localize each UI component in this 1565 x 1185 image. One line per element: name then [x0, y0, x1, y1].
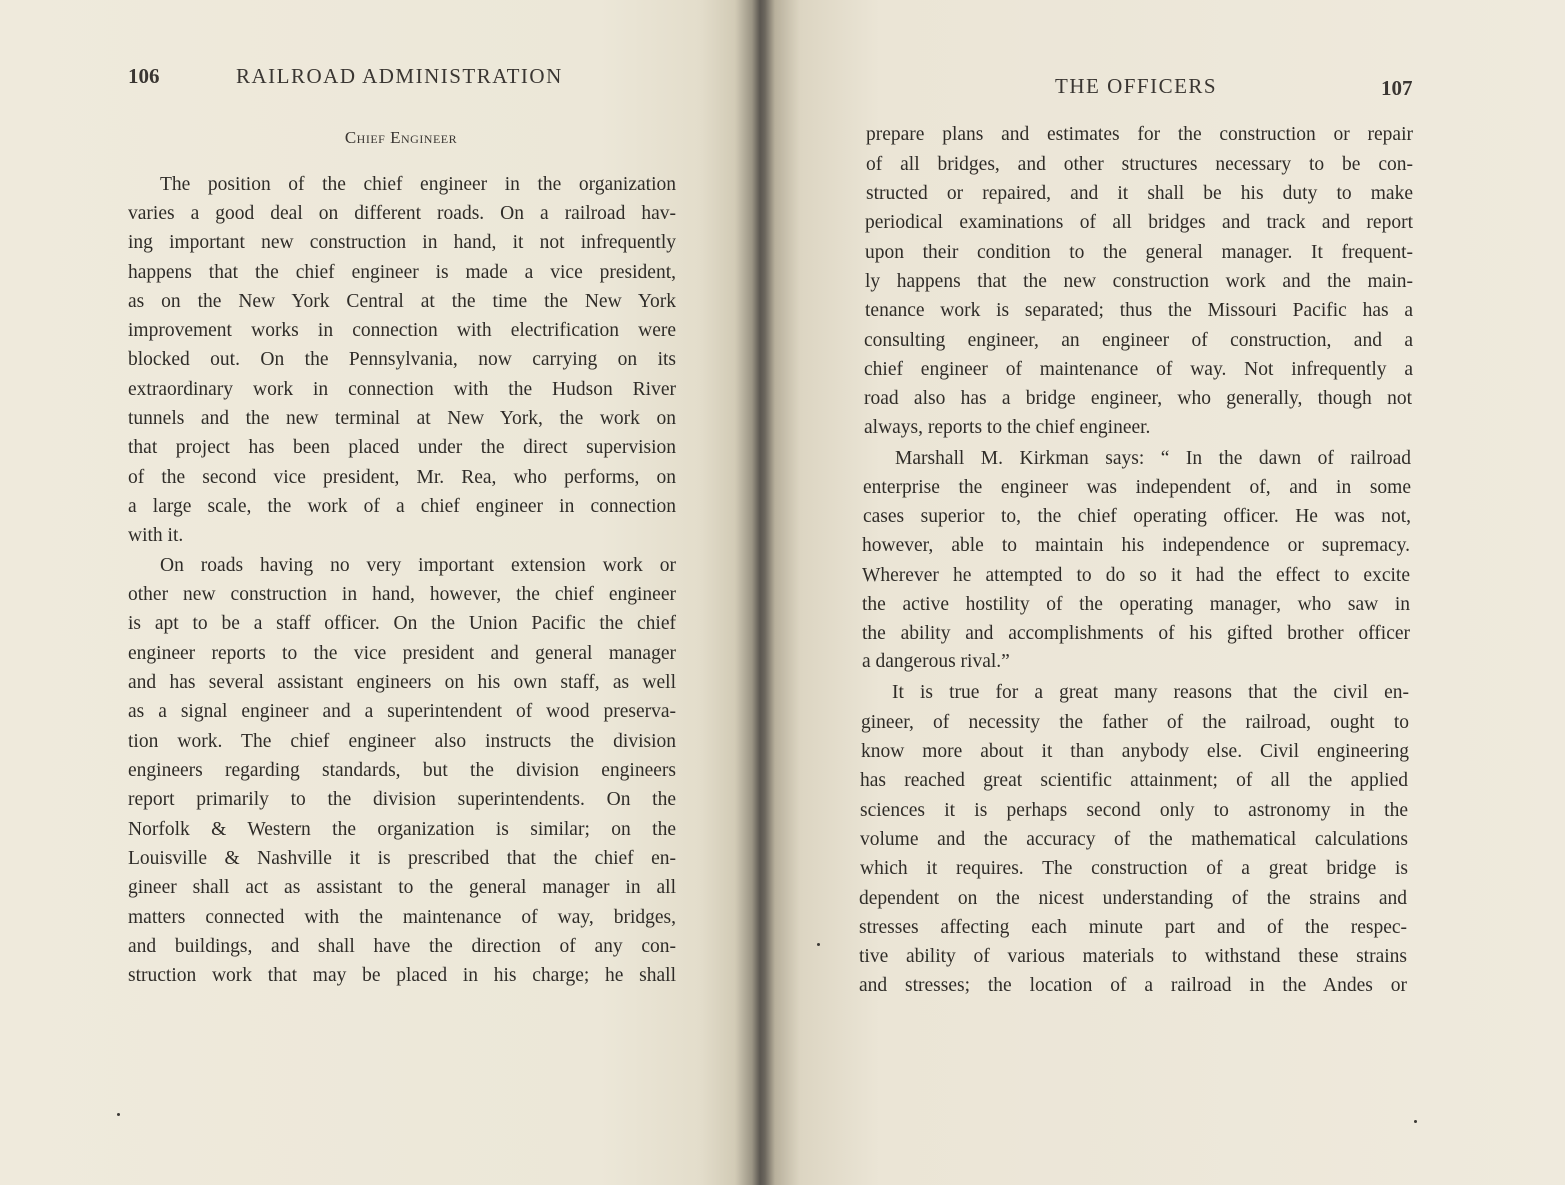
text-line: is apt to be a staff officer. On the Union Pacific the chief	[128, 613, 676, 634]
text-line: enterprise the engineer was independent of, and in some	[863, 477, 1411, 498]
text-line: consulting engineer, an engineer of construction, and a	[864, 330, 1413, 351]
text-line: the active hostility of the operating manager, who saw in	[862, 594, 1410, 615]
text-line: structed or repaired, and it shall be his duty to make	[866, 183, 1413, 204]
section-title: Chief Engineer	[344, 128, 458, 147]
text-line: of all bridges, and other structures necessary to be con-	[866, 154, 1413, 175]
text-line: ing important new construction in hand, it not infrequently	[128, 232, 676, 253]
text-line: and buildings, and shall have the direction of any con-	[128, 936, 676, 957]
text-line: a large scale, the work of a chief engineer in connection	[128, 496, 676, 517]
text-line: that project has been placed under the direct supervision	[128, 437, 676, 458]
paper-speck	[817, 943, 820, 946]
text-line: always, reports to the chief engineer.	[864, 417, 1151, 438]
text-line: which it requires. The construction of a great bridge is	[860, 858, 1408, 879]
text-line: periodical examinations of all bridges and track and report	[865, 212, 1413, 233]
text-line: report primarily to the division superintendents. On the	[128, 789, 676, 810]
text-line: as on the New York Central at the time the New York	[128, 291, 676, 312]
running-head: RAILROAD ADMINISTRATION	[236, 64, 563, 88]
text-line: with it.	[128, 525, 184, 546]
running-head: THE OFFICERS	[1055, 74, 1218, 98]
text-line: other new construction in hand, however, the chief engineer	[128, 584, 676, 605]
text-line: improvement works in connection with electrification were	[128, 320, 676, 341]
left-page	[0, 0, 755, 1185]
text-line: Wherever he attempted to do so it had the effect to excite	[862, 565, 1410, 586]
text-line: matters connected with the maintenance of way, bridges,	[128, 907, 676, 928]
page-number: 106	[128, 64, 160, 88]
text-line: chief engineer of maintenance of way. Not infrequently a	[864, 359, 1413, 380]
text-line: blocked out. On the Pennsylvania, now carrying on its	[128, 349, 676, 370]
text-line: gineer, of necessity the father of the railroad, ought to	[861, 712, 1409, 733]
text-line: Norfolk & Western the organization is similar; on the	[128, 819, 676, 840]
text-line: prepare plans and estimates for the construction or repair	[866, 124, 1413, 145]
text-line: as a signal engineer and a superintendent of wood preserva-	[128, 701, 676, 722]
text-line: sciences it is perhaps second only to astronomy in the	[860, 800, 1408, 821]
paper-speck	[117, 1113, 120, 1116]
text-line: On roads having no very important extension work or	[160, 555, 676, 576]
text-line: It is true for a great many reasons that the civil en-	[892, 682, 1409, 703]
text-line: tion work. The chief engineer also instructs the division	[128, 731, 676, 752]
paper-speck	[1414, 1120, 1417, 1123]
text-line: varies a good deal on different roads. On a railroad hav-	[128, 203, 676, 224]
right-page	[765, 0, 1565, 1185]
text-line: tenance work is separated; thus the Missouri Pacific has a	[865, 300, 1413, 321]
text-line: has reached great scientific attainment; of all the applied	[860, 770, 1408, 791]
text-line: cases superior to, the chief operating officer. He was not,	[863, 506, 1411, 527]
text-line: a dangerous rival.”	[862, 651, 1010, 672]
text-line: The position of the chief engineer in the organization	[160, 174, 676, 195]
text-line: however, able to maintain his independence or supremacy.	[862, 535, 1410, 556]
text-line: the ability and accomplishments of his gifted brother officer	[862, 623, 1410, 644]
text-line: of the second vice president, Mr. Rea, who performs, on	[128, 467, 676, 488]
text-line: road also has a bridge engineer, who generally, though not	[864, 388, 1412, 409]
text-line: tive ability of various materials to withstand these strains	[859, 946, 1407, 967]
text-line: dependent on the nicest understanding of the strains and	[859, 888, 1407, 909]
text-line: engineer reports to the vice president and general manager	[128, 643, 676, 664]
text-line: volume and the accuracy of the mathematical calculations	[860, 829, 1408, 850]
text-line: extraordinary work in connection with the Hudson River	[128, 379, 676, 400]
text-line: happens that the chief engineer is made a vice president,	[128, 262, 676, 283]
page-number: 107	[1381, 76, 1413, 100]
text-line: upon their condition to the general manager. It frequent-	[865, 242, 1413, 263]
text-line: know more about it than anybody else. Civil engineering	[861, 741, 1409, 762]
text-line: stresses affecting each minute part and of the respec-	[859, 917, 1407, 938]
text-line: ly happens that the new construction work and the main-	[865, 271, 1413, 292]
text-line: tunnels and the new terminal at New York, the work on	[128, 408, 676, 429]
text-line: Marshall M. Kirkman says: “ In the dawn of railroad	[895, 448, 1411, 469]
text-line: Louisville & Nashville it is prescribed that the chief en-	[128, 848, 676, 869]
text-line: engineers regarding standards, but the division engineers	[128, 760, 676, 781]
text-line: and stresses; the location of a railroad in the Andes or	[859, 975, 1407, 996]
text-line: struction work that may be placed in his charge; he shall	[128, 965, 676, 986]
text-line: and has several assistant engineers on his own staff, as well	[128, 672, 676, 693]
text-line: gineer shall act as assistant to the general manager in all	[128, 877, 676, 898]
